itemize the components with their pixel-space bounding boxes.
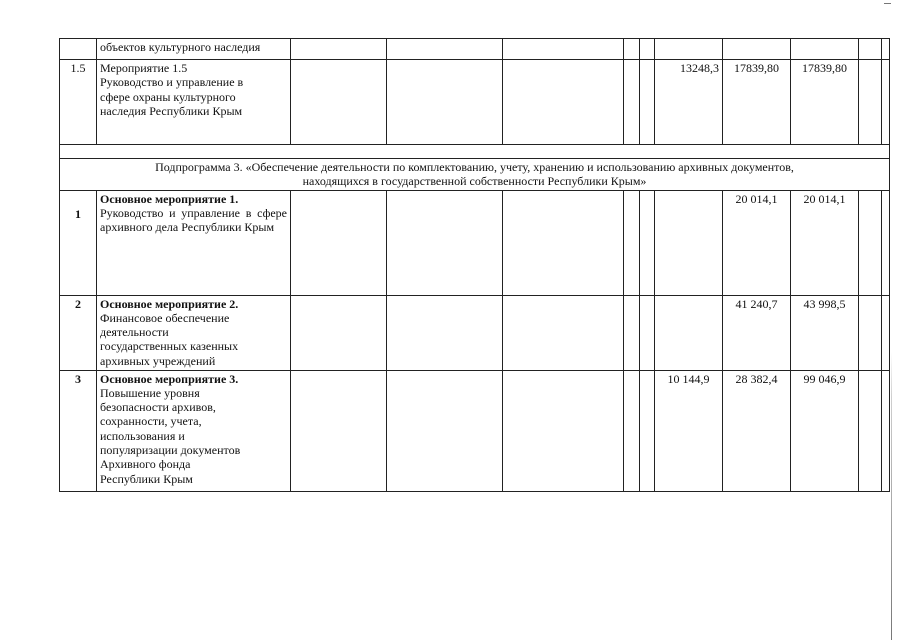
row-number: 3 [60,370,97,491]
value-cell: 17839,80 [723,60,791,145]
activity-line: Финансовое обеспечение [100,310,230,325]
activity-text: Руководство и управление в сфере архивного дела Республики Крым [100,205,287,235]
value-cell: 41 240,7 [723,295,791,370]
activity-line: сфере охраны культурного [100,89,236,104]
activity-line: Республики Крым [100,471,193,486]
value-cell: 99 046,9 [791,370,859,491]
activity-line: сохранности, учета, [100,414,202,429]
activity-line: наследия Республики Крым [100,103,243,118]
row-number: 2 [60,295,97,370]
value-cell: 10 144,9 [655,370,723,491]
row-number: 1 [60,190,97,295]
activity-title: Основное мероприятие 2. [100,296,239,311]
activity-line: использования и [100,428,185,443]
table-row [60,60,890,145]
scan-edge-line [891,0,892,640]
value-cell: 13248,3 [655,60,723,145]
subprogram-title [60,159,890,191]
value-cell: 20 014,1 [791,190,859,295]
activity-line: Мероприятие 1.5 [100,61,188,75]
value-cell: 28 382,4 [723,370,791,491]
activity-name [97,295,291,370]
budget-table [59,38,890,492]
scan-mark [884,3,891,4]
activity-line: государственных казенных [100,339,239,354]
value-cell: 17839,80 [791,60,859,145]
row-number [60,39,97,60]
activity-title: Основное мероприятие 1. [100,191,239,206]
table-row [60,295,890,370]
activity-title: Основное мероприятие 3. [100,371,239,386]
activity-name [97,190,291,295]
subprogram-row [60,159,890,191]
row-number: 1.5 [60,60,97,145]
table-row [60,370,890,491]
value-cell: 20 014,1 [723,190,791,295]
subprogram-line: Подпрограмма 3. «Обеспечение деятельности по комплектованию, учету, хранению и использованию архивных документов, [155,160,794,174]
subprogram-line: находящихся в государственной собственности Республики Крым» [302,174,647,189]
activity-name [97,370,291,491]
activity-line: Руководство и управление в [100,75,244,90]
activity-line: архивных учреждений [100,353,216,368]
activity-name: объектов культурного наследия [97,39,291,60]
spacer-row [60,145,890,159]
table-row [60,39,890,60]
value-cell: 43 998,5 [791,295,859,370]
activity-name [97,60,291,145]
activity-line: Повышение уровня [100,385,200,400]
activity-line: деятельности [100,325,169,340]
activity-line: Архивного фонда [100,457,191,472]
activity-line: безопасности архивов, [100,400,216,415]
table-row [60,190,890,295]
activity-line: популяризации документов [100,443,241,458]
